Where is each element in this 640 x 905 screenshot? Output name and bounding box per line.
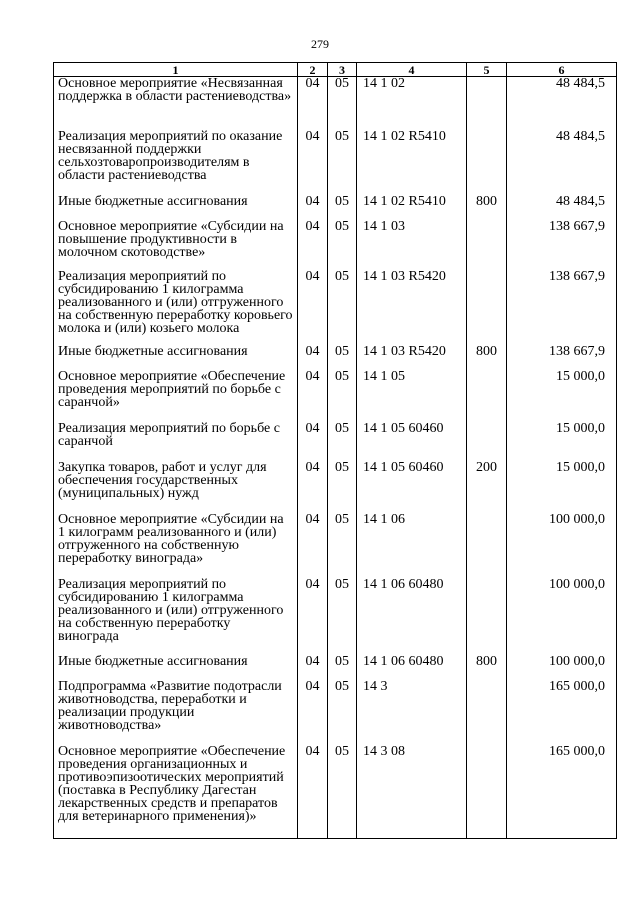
row-amount: 100 000,0 bbox=[507, 513, 617, 578]
row-subsection: 05 bbox=[328, 680, 357, 745]
row-subsection: 05 bbox=[328, 745, 357, 839]
row-expense-type: 800 bbox=[467, 345, 507, 370]
row-target-code: 14 1 02 R5410 bbox=[357, 130, 467, 195]
row-expense-type: 800 bbox=[467, 195, 507, 220]
row-amount: 165 000,0 bbox=[507, 745, 617, 839]
row-subsection: 05 bbox=[328, 422, 357, 461]
row-section: 04 bbox=[298, 345, 328, 370]
row-amount: 165 000,0 bbox=[507, 680, 617, 745]
table-row bbox=[54, 745, 617, 839]
row-expense-type bbox=[467, 270, 507, 345]
row-name: Реализация мероприятий по борьбе с саранчой bbox=[54, 422, 298, 461]
page-number: 279 bbox=[311, 37, 329, 51]
row-section: 04 bbox=[298, 195, 328, 220]
row-amount: 100 000,0 bbox=[507, 578, 617, 655]
row-section: 04 bbox=[298, 513, 328, 578]
row-expense-type bbox=[467, 220, 507, 270]
column-header: 2 bbox=[298, 63, 328, 77]
row-amount: 138 667,9 bbox=[507, 345, 617, 370]
row-target-code: 14 1 03 R5420 bbox=[357, 345, 467, 370]
row-target-code: 14 1 02 bbox=[357, 77, 467, 130]
row-name: Иные бюджетные ассигнования bbox=[54, 655, 298, 680]
column-header: 4 bbox=[357, 63, 467, 77]
row-subsection: 05 bbox=[328, 345, 357, 370]
row-amount: 15 000,0 bbox=[507, 461, 617, 513]
row-section: 04 bbox=[298, 680, 328, 745]
row-target-code: 14 1 02 R5410 bbox=[357, 195, 467, 220]
table-row bbox=[54, 461, 617, 513]
row-amount: 100 000,0 bbox=[507, 655, 617, 680]
row-amount: 48 484,5 bbox=[507, 77, 617, 130]
row-expense-type bbox=[467, 130, 507, 195]
table-row bbox=[54, 130, 617, 195]
row-expense-type bbox=[467, 680, 507, 745]
row-expense-type bbox=[467, 745, 507, 839]
row-name: Основное мероприятие «Субсидии на повышение продуктивности в молочном скотоводстве» bbox=[54, 220, 298, 270]
row-section: 04 bbox=[298, 130, 328, 195]
row-subsection: 05 bbox=[328, 130, 357, 195]
row-name: Основное мероприятие «Обеспечение проведения мероприятий по борьбе с саранчой» bbox=[54, 370, 298, 422]
row-expense-type bbox=[467, 77, 507, 130]
budget-table bbox=[53, 62, 617, 839]
row-target-code: 14 1 05 60460 bbox=[357, 422, 467, 461]
row-target-code: 14 1 06 60480 bbox=[357, 578, 467, 655]
row-name: Реализация мероприятий по субсидированию 1 килограмма реализованного и (или) отгруженного на собственную переработку коровьего молока и (или) козьего молока bbox=[54, 270, 298, 345]
row-target-code: 14 1 06 bbox=[357, 513, 467, 578]
row-section: 04 bbox=[298, 745, 328, 839]
row-section: 04 bbox=[298, 422, 328, 461]
row-target-code: 14 1 05 bbox=[357, 370, 467, 422]
row-target-code: 14 3 bbox=[357, 680, 467, 745]
row-expense-type bbox=[467, 578, 507, 655]
column-header: 5 bbox=[467, 63, 507, 77]
row-subsection: 05 bbox=[328, 195, 357, 220]
row-name: Подпрограмма «Развитие подотрасли животноводства, переработки и реализации продукции животноводства» bbox=[54, 680, 298, 745]
row-section: 04 bbox=[298, 220, 328, 270]
row-expense-type bbox=[467, 513, 507, 578]
table-row bbox=[54, 655, 617, 680]
row-target-code: 14 1 05 60460 bbox=[357, 461, 467, 513]
row-name: Закупка товаров, работ и услуг для обеспечения государственных (муниципальных) нужд bbox=[54, 461, 298, 513]
row-section: 04 bbox=[298, 77, 328, 130]
row-subsection: 05 bbox=[328, 578, 357, 655]
row-subsection: 05 bbox=[328, 513, 357, 578]
table-row bbox=[54, 680, 617, 745]
row-amount: 48 484,5 bbox=[507, 130, 617, 195]
row-expense-type bbox=[467, 422, 507, 461]
table-row bbox=[54, 220, 617, 270]
row-expense-type: 200 bbox=[467, 461, 507, 513]
row-subsection: 05 bbox=[328, 655, 357, 680]
row-name: Реализация мероприятий по оказание несвязанной поддержки сельхозтоваропроизводителям в области растениеводства bbox=[54, 130, 298, 195]
row-target-code: 14 1 06 60480 bbox=[357, 655, 467, 680]
row-subsection: 05 bbox=[328, 270, 357, 345]
row-target-code: 14 3 08 bbox=[357, 745, 467, 839]
row-name: Иные бюджетные ассигнования bbox=[54, 195, 298, 220]
row-subsection: 05 bbox=[328, 370, 357, 422]
row-subsection: 05 bbox=[328, 220, 357, 270]
column-header: 3 bbox=[328, 63, 357, 77]
row-amount: 48 484,5 bbox=[507, 195, 617, 220]
table-row bbox=[54, 513, 617, 578]
table-row bbox=[54, 77, 617, 130]
table-header-row bbox=[54, 63, 617, 77]
table-row bbox=[54, 578, 617, 655]
row-subsection: 05 bbox=[328, 461, 357, 513]
row-name: Реализация мероприятий по субсидированию 1 килограмма реализованного и (или) отгруженного на собственную переработку винограда bbox=[54, 578, 298, 655]
table-row bbox=[54, 345, 617, 370]
column-header: 6 bbox=[507, 63, 617, 77]
row-section: 04 bbox=[298, 461, 328, 513]
table-row bbox=[54, 270, 617, 345]
row-amount: 138 667,9 bbox=[507, 270, 617, 345]
table-row bbox=[54, 370, 617, 422]
row-amount: 15 000,0 bbox=[507, 422, 617, 461]
row-target-code: 14 1 03 bbox=[357, 220, 467, 270]
table-row bbox=[54, 422, 617, 461]
row-section: 04 bbox=[298, 370, 328, 422]
row-section: 04 bbox=[298, 578, 328, 655]
row-name: Основное мероприятие «Несвязанная поддержка в области растениеводства» bbox=[54, 77, 298, 130]
row-section: 04 bbox=[298, 655, 328, 680]
column-header: 1 bbox=[54, 63, 298, 77]
row-subsection: 05 bbox=[328, 77, 357, 130]
row-target-code: 14 1 03 R5420 bbox=[357, 270, 467, 345]
row-name: Основное мероприятие «Субсидии на 1 килограмм реализованного и (или) отгруженного на собственную переработку винограда» bbox=[54, 513, 298, 578]
row-expense-type: 800 bbox=[467, 655, 507, 680]
row-name: Основное мероприятие «Обеспечение проведения организационных и противоэпизоотических мероприятий (поставка в Республику Дагестан лекарственных средств и препаратов для ветеринарного применения)» bbox=[54, 745, 298, 839]
row-amount: 15 000,0 bbox=[507, 370, 617, 422]
table-row bbox=[54, 195, 617, 220]
row-expense-type bbox=[467, 370, 507, 422]
row-amount: 138 667,9 bbox=[507, 220, 617, 270]
row-name: Иные бюджетные ассигнования bbox=[54, 345, 298, 370]
row-section: 04 bbox=[298, 270, 328, 345]
